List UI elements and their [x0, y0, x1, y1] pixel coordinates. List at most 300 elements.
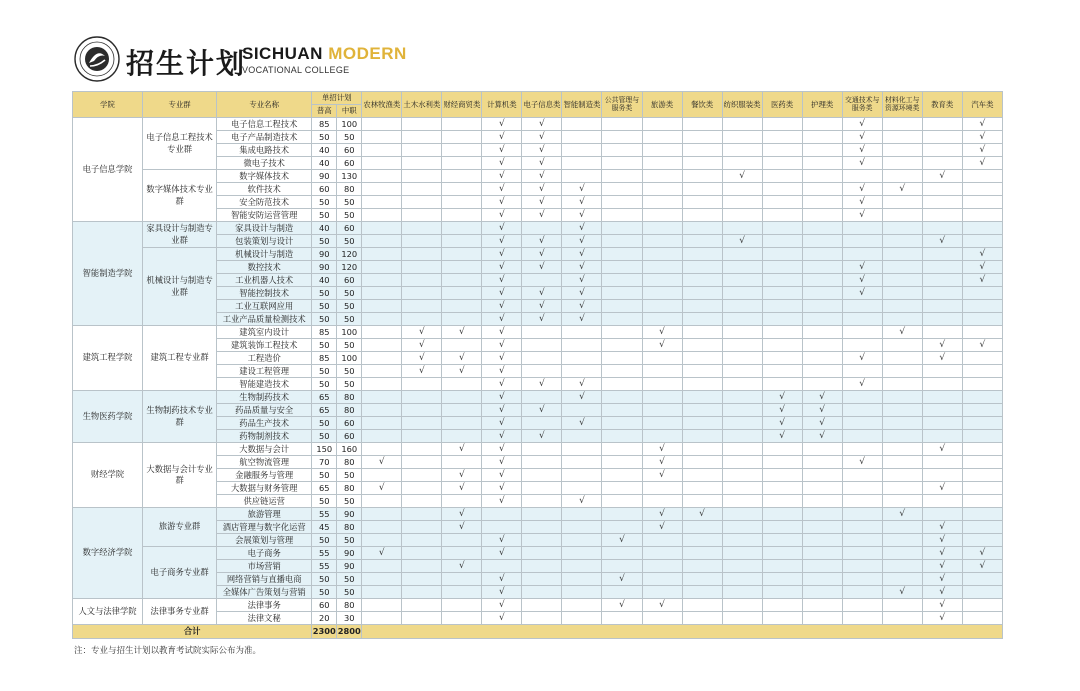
empty-cell	[642, 534, 682, 547]
major-name: 包装策划与设计	[217, 235, 312, 248]
empty-cell	[562, 157, 602, 170]
empty-cell	[882, 547, 922, 560]
empty-cell	[682, 170, 722, 183]
empty-cell	[882, 287, 922, 300]
table-row	[73, 170, 1003, 183]
empty-cell	[762, 274, 802, 287]
college-section	[73, 222, 1003, 326]
empty-cell	[962, 222, 1002, 235]
check-mark: √	[922, 560, 962, 573]
plan-zhongzhi: 80	[337, 521, 362, 534]
empty-cell	[762, 352, 802, 365]
empty-cell	[962, 534, 1002, 547]
empty-cell	[882, 196, 922, 209]
college-name: 电子信息学院	[73, 118, 143, 222]
empty-cell	[602, 157, 642, 170]
empty-cell	[402, 599, 442, 612]
check-mark: √	[962, 118, 1002, 131]
college-name: 人文与法律学院	[73, 599, 143, 625]
empty-cell	[682, 456, 722, 469]
empty-cell	[602, 183, 642, 196]
check-mark: √	[482, 235, 522, 248]
check-mark: √	[402, 339, 442, 352]
check-mark: √	[642, 326, 682, 339]
empty-cell	[762, 469, 802, 482]
plan-zhongzhi: 90	[337, 547, 362, 560]
check-mark: √	[562, 417, 602, 430]
empty-cell	[802, 469, 842, 482]
college-section	[73, 443, 1003, 508]
check-mark: √	[922, 443, 962, 456]
plan-gaozhong: 50	[312, 300, 337, 313]
college-section	[73, 118, 1003, 222]
plan-gaozhong: 50	[312, 209, 337, 222]
empty-cell	[522, 521, 562, 534]
empty-cell	[762, 300, 802, 313]
plan-gaozhong: 150	[312, 443, 337, 456]
major-name: 生物制药技术	[217, 391, 312, 404]
plan-zhongzhi: 60	[337, 157, 362, 170]
empty-cell	[442, 196, 482, 209]
empty-cell	[562, 131, 602, 144]
check-mark: √	[482, 482, 522, 495]
empty-cell	[362, 534, 402, 547]
empty-cell	[482, 521, 522, 534]
check-mark: √	[562, 261, 602, 274]
empty-cell	[842, 326, 882, 339]
table-row	[73, 248, 1003, 261]
empty-cell	[522, 508, 562, 521]
empty-cell	[762, 586, 802, 599]
empty-cell	[762, 144, 802, 157]
college-section	[73, 508, 1003, 599]
empty-cell	[602, 378, 642, 391]
plan-gaozhong: 50	[312, 196, 337, 209]
empty-cell	[402, 443, 442, 456]
empty-cell	[922, 417, 962, 430]
check-mark: √	[442, 508, 482, 521]
empty-cell	[602, 508, 642, 521]
empty-cell	[362, 599, 402, 612]
check-mark: √	[922, 235, 962, 248]
header-category: 材料化工与资源环境类	[882, 92, 922, 118]
empty-cell	[922, 222, 962, 235]
empty-cell	[802, 222, 842, 235]
plan-gaozhong: 90	[312, 170, 337, 183]
check-mark: √	[482, 222, 522, 235]
empty-cell	[802, 378, 842, 391]
empty-cell	[762, 248, 802, 261]
college-section	[73, 599, 1003, 625]
check-mark: √	[642, 456, 682, 469]
empty-cell	[722, 209, 762, 222]
empty-cell	[602, 222, 642, 235]
empty-cell	[922, 365, 962, 378]
empty-cell	[362, 443, 402, 456]
check-mark: √	[522, 118, 562, 131]
check-mark: √	[482, 287, 522, 300]
empty-cell	[682, 274, 722, 287]
check-mark: √	[802, 391, 842, 404]
empty-cell	[522, 534, 562, 547]
empty-cell	[842, 313, 882, 326]
empty-cell	[442, 131, 482, 144]
major-name: 药品生产技术	[217, 417, 312, 430]
plan-gaozhong: 55	[312, 547, 337, 560]
empty-cell	[842, 339, 882, 352]
empty-cell	[602, 443, 642, 456]
empty-cell	[442, 495, 482, 508]
plan-zhongzhi: 50	[337, 495, 362, 508]
college-name: 数字经济学院	[73, 508, 143, 599]
empty-cell	[802, 573, 842, 586]
empty-cell	[682, 352, 722, 365]
empty-cell	[602, 469, 642, 482]
empty-cell	[722, 313, 762, 326]
check-mark: √	[882, 183, 922, 196]
empty-cell	[402, 313, 442, 326]
empty-cell	[562, 339, 602, 352]
empty-cell	[602, 547, 642, 560]
empty-cell	[362, 417, 402, 430]
empty-cell	[722, 222, 762, 235]
empty-cell	[362, 209, 402, 222]
empty-cell	[402, 495, 442, 508]
header-category: 教育类	[922, 92, 962, 118]
check-mark: √	[482, 274, 522, 287]
empty-cell	[922, 261, 962, 274]
check-mark: √	[642, 508, 682, 521]
check-mark: √	[482, 326, 522, 339]
empty-cell	[562, 521, 602, 534]
empty-cell	[802, 495, 842, 508]
check-mark: √	[522, 300, 562, 313]
empty-cell	[762, 170, 802, 183]
empty-cell	[522, 547, 562, 560]
plan-zhongzhi: 60	[337, 274, 362, 287]
empty-cell	[402, 612, 442, 625]
empty-cell	[722, 547, 762, 560]
group-name: 机械设计与制造专业群	[143, 248, 217, 326]
empty-cell	[922, 313, 962, 326]
empty-cell	[402, 430, 442, 443]
empty-cell	[442, 456, 482, 469]
empty-cell	[682, 248, 722, 261]
table-row	[73, 443, 1003, 456]
empty-cell	[722, 417, 762, 430]
empty-cell	[922, 300, 962, 313]
empty-cell	[802, 131, 842, 144]
empty-cell	[962, 456, 1002, 469]
check-mark: √	[522, 170, 562, 183]
plan-zhongzhi: 50	[337, 209, 362, 222]
empty-cell	[962, 599, 1002, 612]
empty-cell	[962, 573, 1002, 586]
check-mark: √	[962, 547, 1002, 560]
empty-cell	[402, 521, 442, 534]
plan-gaozhong: 50	[312, 417, 337, 430]
check-mark: √	[522, 404, 562, 417]
check-mark: √	[482, 339, 522, 352]
plan-zhongzhi: 50	[337, 469, 362, 482]
empty-cell	[762, 508, 802, 521]
header-category: 护理类	[802, 92, 842, 118]
empty-cell	[762, 456, 802, 469]
plan-zhongzhi: 130	[337, 170, 362, 183]
empty-cell	[362, 378, 402, 391]
empty-cell	[962, 508, 1002, 521]
empty-cell	[362, 131, 402, 144]
empty-cell	[802, 248, 842, 261]
plan-zhongzhi: 100	[337, 326, 362, 339]
major-name: 会展策划与管理	[217, 534, 312, 547]
empty-cell	[882, 300, 922, 313]
plan-gaozhong: 50	[312, 495, 337, 508]
check-mark: √	[562, 222, 602, 235]
empty-cell	[722, 430, 762, 443]
check-mark: √	[522, 235, 562, 248]
empty-cell	[642, 560, 682, 573]
empty-cell	[682, 300, 722, 313]
empty-cell	[562, 508, 602, 521]
total-blank	[362, 625, 1003, 639]
empty-cell	[642, 131, 682, 144]
empty-cell	[762, 599, 802, 612]
check-mark: √	[842, 144, 882, 157]
empty-cell	[562, 118, 602, 131]
empty-cell	[602, 287, 642, 300]
college-section	[73, 326, 1003, 391]
empty-cell	[362, 521, 402, 534]
empty-cell	[802, 586, 842, 599]
empty-cell	[362, 196, 402, 209]
empty-cell	[522, 482, 562, 495]
empty-cell	[642, 391, 682, 404]
plan-gaozhong: 50	[312, 365, 337, 378]
major-name: 金融服务与管理	[217, 469, 312, 482]
empty-cell	[482, 560, 522, 573]
empty-cell	[882, 417, 922, 430]
empty-cell	[522, 222, 562, 235]
empty-cell	[562, 573, 602, 586]
plan-gaozhong: 60	[312, 599, 337, 612]
check-mark: √	[362, 456, 402, 469]
empty-cell	[602, 482, 642, 495]
empty-cell	[642, 261, 682, 274]
empty-cell	[722, 196, 762, 209]
empty-cell	[962, 417, 1002, 430]
plan-zhongzhi: 50	[337, 300, 362, 313]
table-row	[73, 326, 1003, 339]
empty-cell	[362, 144, 402, 157]
empty-cell	[962, 612, 1002, 625]
header-category: 电子信息类	[522, 92, 562, 118]
empty-cell	[562, 365, 602, 378]
plan-gaozhong: 45	[312, 521, 337, 534]
empty-cell	[682, 118, 722, 131]
empty-cell	[762, 131, 802, 144]
empty-cell	[922, 144, 962, 157]
empty-cell	[682, 612, 722, 625]
empty-cell	[802, 196, 842, 209]
empty-cell	[602, 352, 642, 365]
empty-cell	[442, 430, 482, 443]
check-mark: √	[402, 365, 442, 378]
major-name: 智能控制技术	[217, 287, 312, 300]
empty-cell	[442, 313, 482, 326]
empty-cell	[602, 196, 642, 209]
empty-cell	[842, 599, 882, 612]
plan-zhongzhi: 50	[337, 196, 362, 209]
empty-cell	[762, 443, 802, 456]
empty-cell	[842, 560, 882, 573]
empty-cell	[682, 560, 722, 573]
plan-zhongzhi: 160	[337, 443, 362, 456]
empty-cell	[402, 534, 442, 547]
group-name: 电子信息工程技术专业群	[143, 118, 217, 170]
empty-cell	[562, 170, 602, 183]
check-mark: √	[482, 573, 522, 586]
group-name: 家具设计与制造专业群	[143, 222, 217, 248]
empty-cell	[522, 560, 562, 573]
major-name: 数控技术	[217, 261, 312, 274]
plan-zhongzhi: 50	[337, 339, 362, 352]
check-mark: √	[922, 586, 962, 599]
empty-cell	[522, 365, 562, 378]
empty-cell	[842, 443, 882, 456]
check-mark: √	[562, 209, 602, 222]
empty-cell	[602, 495, 642, 508]
check-mark: √	[562, 183, 602, 196]
check-mark: √	[482, 404, 522, 417]
empty-cell	[722, 482, 762, 495]
check-mark: √	[442, 352, 482, 365]
empty-cell	[362, 586, 402, 599]
empty-cell	[842, 235, 882, 248]
empty-cell	[642, 209, 682, 222]
empty-cell	[842, 469, 882, 482]
plan-gaozhong: 40	[312, 157, 337, 170]
check-mark: √	[522, 248, 562, 261]
check-mark: √	[842, 274, 882, 287]
empty-cell	[682, 365, 722, 378]
empty-cell	[962, 586, 1002, 599]
empty-cell	[882, 222, 922, 235]
major-name: 建设工程管理	[217, 365, 312, 378]
table-row	[73, 599, 1003, 612]
empty-cell	[922, 287, 962, 300]
empty-cell	[962, 313, 1002, 326]
check-mark: √	[882, 326, 922, 339]
empty-cell	[882, 430, 922, 443]
empty-cell	[882, 118, 922, 131]
check-mark: √	[962, 274, 1002, 287]
header-category: 财经商贸类	[442, 92, 482, 118]
empty-cell	[962, 469, 1002, 482]
empty-cell	[562, 352, 602, 365]
check-mark: √	[522, 209, 562, 222]
empty-cell	[842, 612, 882, 625]
check-mark: √	[842, 456, 882, 469]
check-mark: √	[562, 287, 602, 300]
empty-cell	[722, 300, 762, 313]
check-mark: √	[562, 313, 602, 326]
check-mark: √	[802, 430, 842, 443]
empty-cell	[522, 352, 562, 365]
group-name: 生物制药技术专业群	[143, 391, 217, 443]
empty-cell	[722, 157, 762, 170]
empty-cell	[802, 235, 842, 248]
empty-cell	[802, 170, 842, 183]
plan-zhongzhi: 80	[337, 482, 362, 495]
check-mark: √	[722, 170, 762, 183]
empty-cell	[842, 404, 882, 417]
empty-cell	[362, 313, 402, 326]
group-name: 大数据与会计专业群	[143, 443, 217, 508]
enrollment-plan-table	[72, 91, 1003, 639]
empty-cell	[362, 118, 402, 131]
empty-cell	[442, 586, 482, 599]
empty-cell	[722, 560, 762, 573]
college-name: 智能制造学院	[73, 222, 143, 326]
empty-cell	[922, 404, 962, 417]
empty-cell	[922, 118, 962, 131]
check-mark: √	[482, 612, 522, 625]
empty-cell	[522, 456, 562, 469]
plan-zhongzhi: 80	[337, 391, 362, 404]
major-name: 智能建造技术	[217, 378, 312, 391]
empty-cell	[402, 209, 442, 222]
header-category: 汽车类	[962, 92, 1002, 118]
check-mark: √	[482, 313, 522, 326]
check-mark: √	[922, 352, 962, 365]
empty-cell	[362, 404, 402, 417]
empty-cell	[602, 560, 642, 573]
empty-cell	[802, 287, 842, 300]
empty-cell	[962, 495, 1002, 508]
empty-cell	[882, 469, 922, 482]
empty-cell	[962, 391, 1002, 404]
empty-cell	[642, 547, 682, 560]
table-row	[73, 391, 1003, 404]
plan-zhongzhi: 50	[337, 534, 362, 547]
plan-gaozhong: 55	[312, 560, 337, 573]
empty-cell	[602, 586, 642, 599]
empty-cell	[402, 482, 442, 495]
check-mark: √	[442, 443, 482, 456]
empty-cell	[682, 326, 722, 339]
empty-cell	[882, 274, 922, 287]
empty-cell	[802, 339, 842, 352]
empty-cell	[402, 131, 442, 144]
empty-cell	[602, 521, 642, 534]
empty-cell	[962, 183, 1002, 196]
check-mark: √	[482, 391, 522, 404]
empty-cell	[682, 183, 722, 196]
empty-cell	[722, 248, 762, 261]
empty-cell	[682, 378, 722, 391]
check-mark: √	[482, 196, 522, 209]
check-mark: √	[922, 573, 962, 586]
empty-cell	[642, 612, 682, 625]
header-category: 智能制造类	[562, 92, 602, 118]
check-mark: √	[482, 417, 522, 430]
empty-cell	[922, 495, 962, 508]
empty-cell	[362, 261, 402, 274]
check-mark: √	[842, 131, 882, 144]
empty-cell	[402, 248, 442, 261]
empty-cell	[362, 183, 402, 196]
